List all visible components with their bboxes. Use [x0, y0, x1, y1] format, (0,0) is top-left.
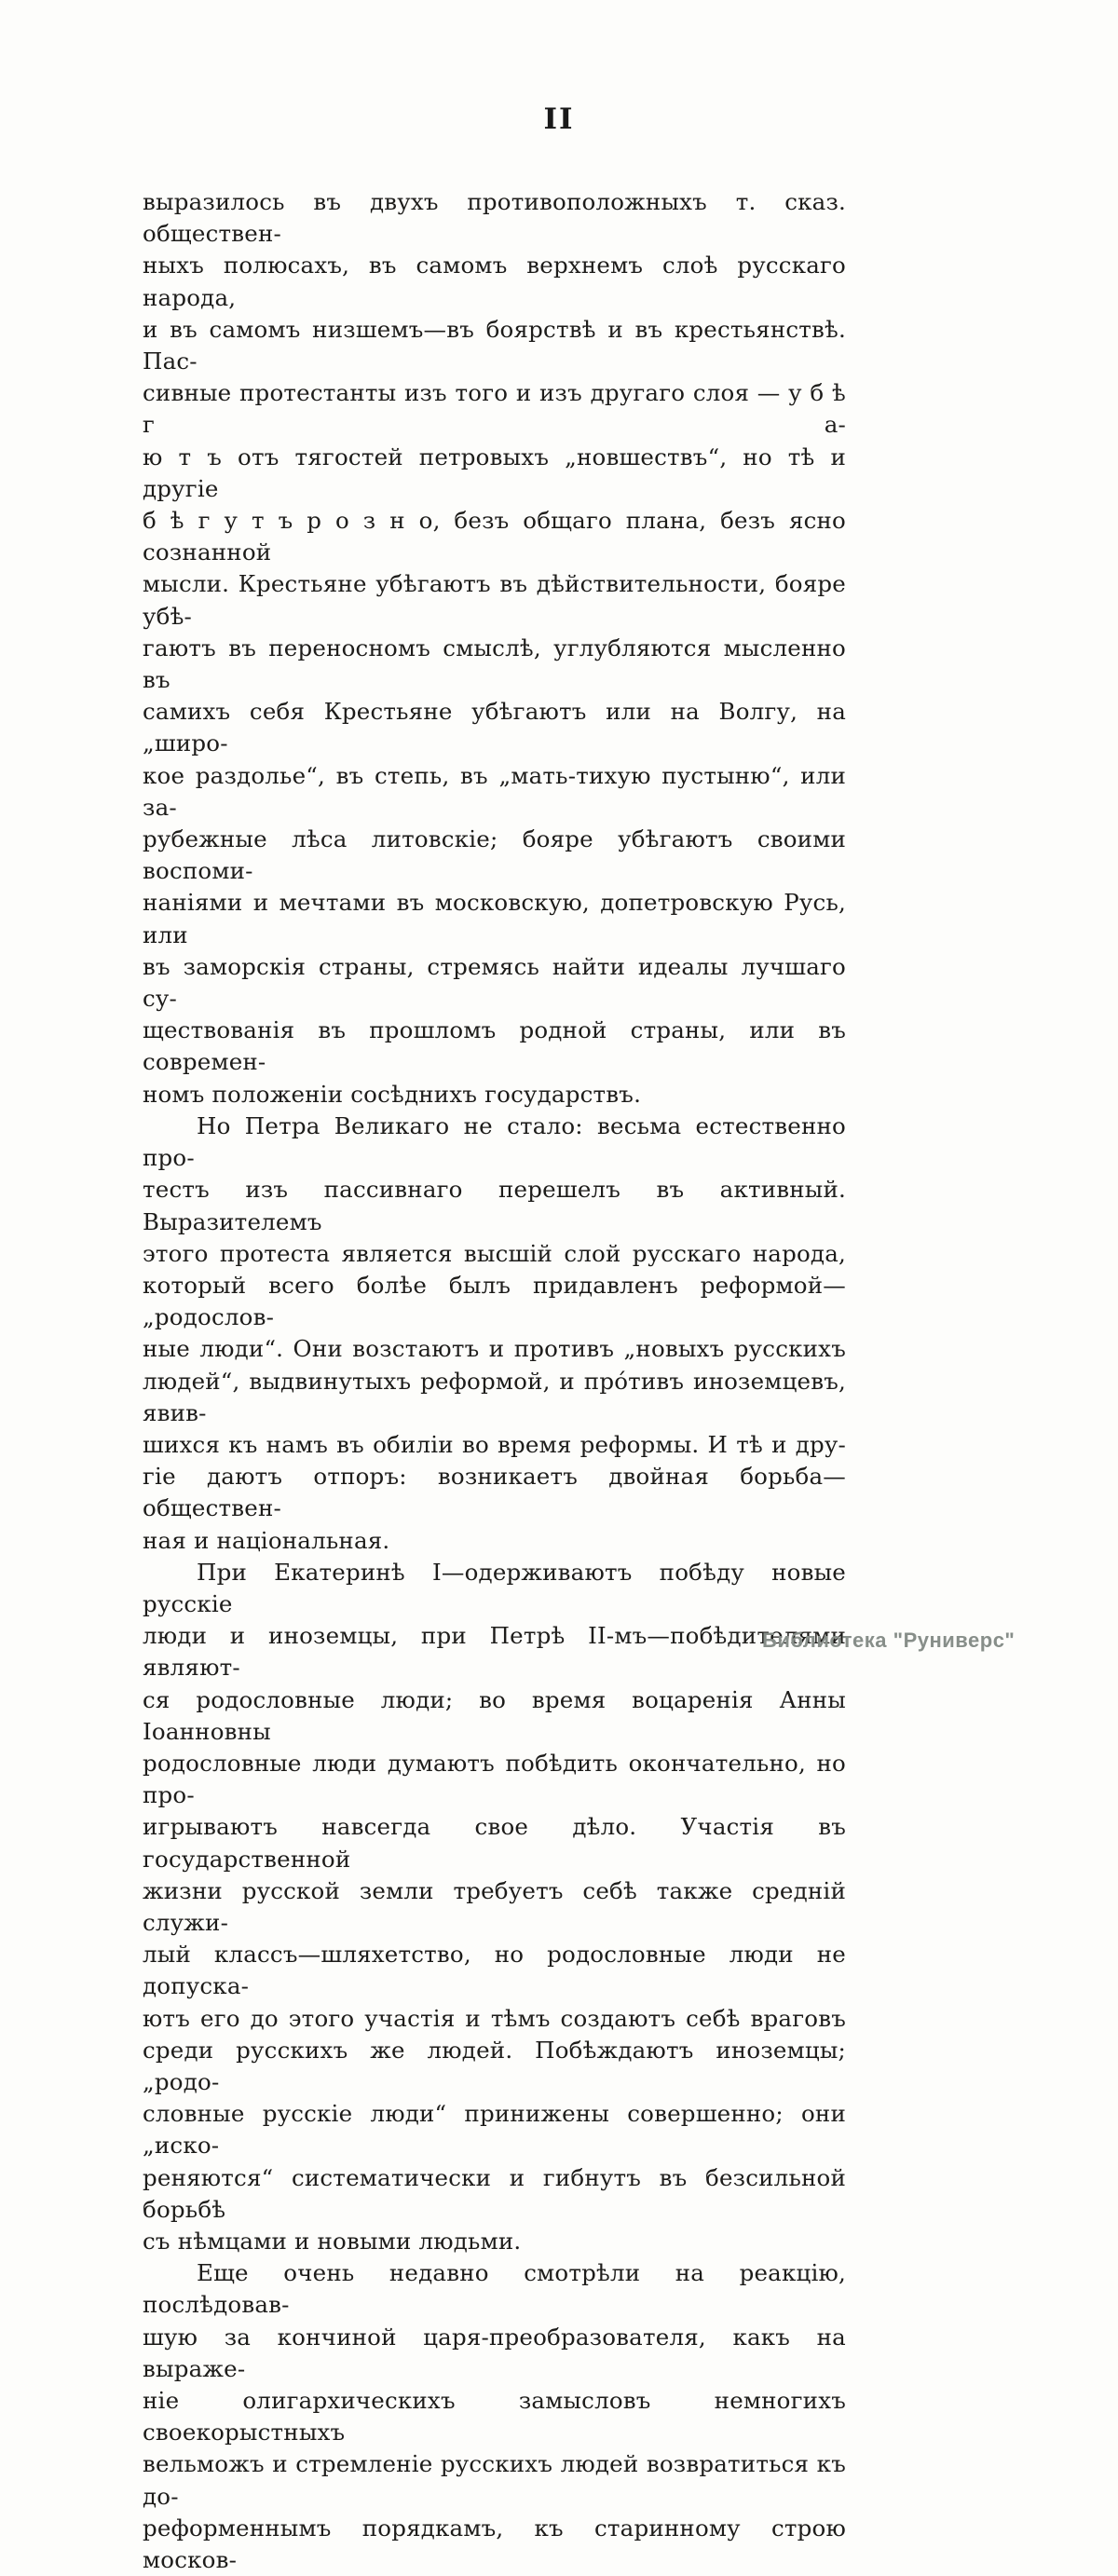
text-line: людей“, выдвинутыхъ реформой, и про́тивъ иноземцевъ, явив-	[143, 1367, 846, 1426]
text-line: ся родословные люди; во время воцаренія Анны Іоанновны	[143, 1685, 846, 1745]
text-line: ныхъ полюсахъ, въ самомъ верхнемъ слоѣ русскаго народа,	[143, 252, 846, 311]
text-line: родословные люди думаютъ побѣдить окончательно, но про-	[143, 1749, 846, 1809]
watermark-library-label: Библиотека "Руниверс"	[762, 1629, 1016, 1652]
text-line: При Екатеринѣ I—одерживаютъ побѣду новые русскіе	[143, 1558, 846, 1617]
text-line: ютъ его до этого участія и тѣмъ создаютъ себѣ враговъ	[143, 2004, 846, 2032]
paragraph	[143, 2257, 846, 2576]
paragraph	[143, 186, 846, 1111]
text-line: шую за кончиной царя-преобразователя, какъ на выраже-	[143, 2323, 846, 2382]
page-number: II	[543, 102, 575, 136]
text-line: рубежные лѣса литовскіе; бояре убѣгаютъ своими воспоми-	[143, 825, 846, 885]
paragraph	[143, 1111, 846, 1557]
text-line: выразилось въ двухъ противоположныхъ т. сказ. обществен-	[143, 188, 846, 248]
text-line: ществованія въ прошломъ родной страны, или въ современ-	[143, 1016, 846, 1076]
text-block	[143, 186, 846, 2576]
text-line: Еще очень недавно смотрѣли на реакцію, послѣдовав-	[143, 2259, 846, 2319]
text-line: ная и національная.	[143, 1526, 390, 1554]
text-line: кое раздолье“, въ степь, въ „мать-тихую пустыню“, или за-	[143, 761, 846, 821]
text-line: и въ самомъ низшемъ—въ боярствѣ и въ крестьянствѣ. Пас-	[143, 315, 846, 375]
text-line: словные русскіе люди“ принижены совершенно; они „иско-	[143, 2100, 846, 2160]
text-line: реняются“ систематически и гибнутъ въ безсильной борьбѣ	[143, 2163, 846, 2223]
text-line: наніями и мечтами въ московскую, допетровскую Русь, или	[143, 889, 846, 948]
text-line: жизни русской земли требуетъ себѣ также средній служи-	[143, 1876, 846, 1936]
text-line: ніе олигархическихъ замысловъ немногихъ своекорыстныхъ	[143, 2387, 846, 2447]
text-line: б ѣ г у т ъ р о з н о, безъ общаго плана, безъ ясно сознанной	[143, 507, 846, 566]
text-line: реформеннымъ порядкамъ, къ старинному строю москов-	[143, 2514, 846, 2574]
text-line: сивные протестанты изъ того и изъ другаго слоя — у б ѣ г а-	[143, 379, 846, 439]
paragraph	[143, 1557, 846, 2257]
text-line: Но Петра Великаго не стало: весьма естественно про-	[143, 1111, 846, 1172]
text-line: люди и иноземцы, при Петрѣ II-мъ—побѣдителями являют-	[143, 1622, 846, 1682]
text-line: тестъ изъ пассивнаго перешелъ въ активный. Выразителемъ	[143, 1176, 846, 1235]
text-line: который всего болѣе былъ придавленъ реформой—„родослов-	[143, 1271, 846, 1331]
text-line: шихся къ намъ въ обиліи во время реформы. И тѣ и дру-	[143, 1430, 846, 1458]
text-line: въ заморскія страны, стремясь найти идеалы лучшаго су-	[143, 952, 846, 1013]
text-line: среди русскихъ же людей. Побѣждаютъ иноземцы; „родо-	[143, 2036, 846, 2095]
text-line: игрываютъ навсегда свое дѣло. Участія въ государственной	[143, 1813, 846, 1873]
text-line: ные люди“. Они возстаютъ и противъ „новыхъ русскихъ	[143, 1335, 846, 1363]
text-line: мысли. Крестьяне убѣгаютъ въ дѣйствительности, бояре убѣ-	[143, 570, 846, 630]
text-line: вельможъ и стремленіе русскихъ людей возвратиться къ до-	[143, 2450, 846, 2510]
text-line: ю т ъ отъ тягостей петровыхъ „новшествъ“, но тѣ и другіе	[143, 443, 846, 502]
text-line: гаютъ въ переносномъ смыслѣ, углубляются мысленно въ	[143, 634, 846, 694]
text-line: этого протеста является высшій слой русскаго народа,	[143, 1239, 846, 1267]
text-line: гіе даютъ отпоръ: возникаетъ двойная борьба—обществен-	[143, 1463, 846, 1522]
text-line: номъ положеніи сосѣднихъ государствъ.	[143, 1080, 642, 1108]
text-line: съ нѣмцами и новыми людьми.	[143, 2228, 522, 2255]
text-line: самихъ себя Крестьяне убѣгаютъ или на Волгу, на „широ-	[143, 698, 846, 757]
text-line: лый классъ—шляхетство, но родословные люди не допуска-	[143, 1941, 846, 2000]
